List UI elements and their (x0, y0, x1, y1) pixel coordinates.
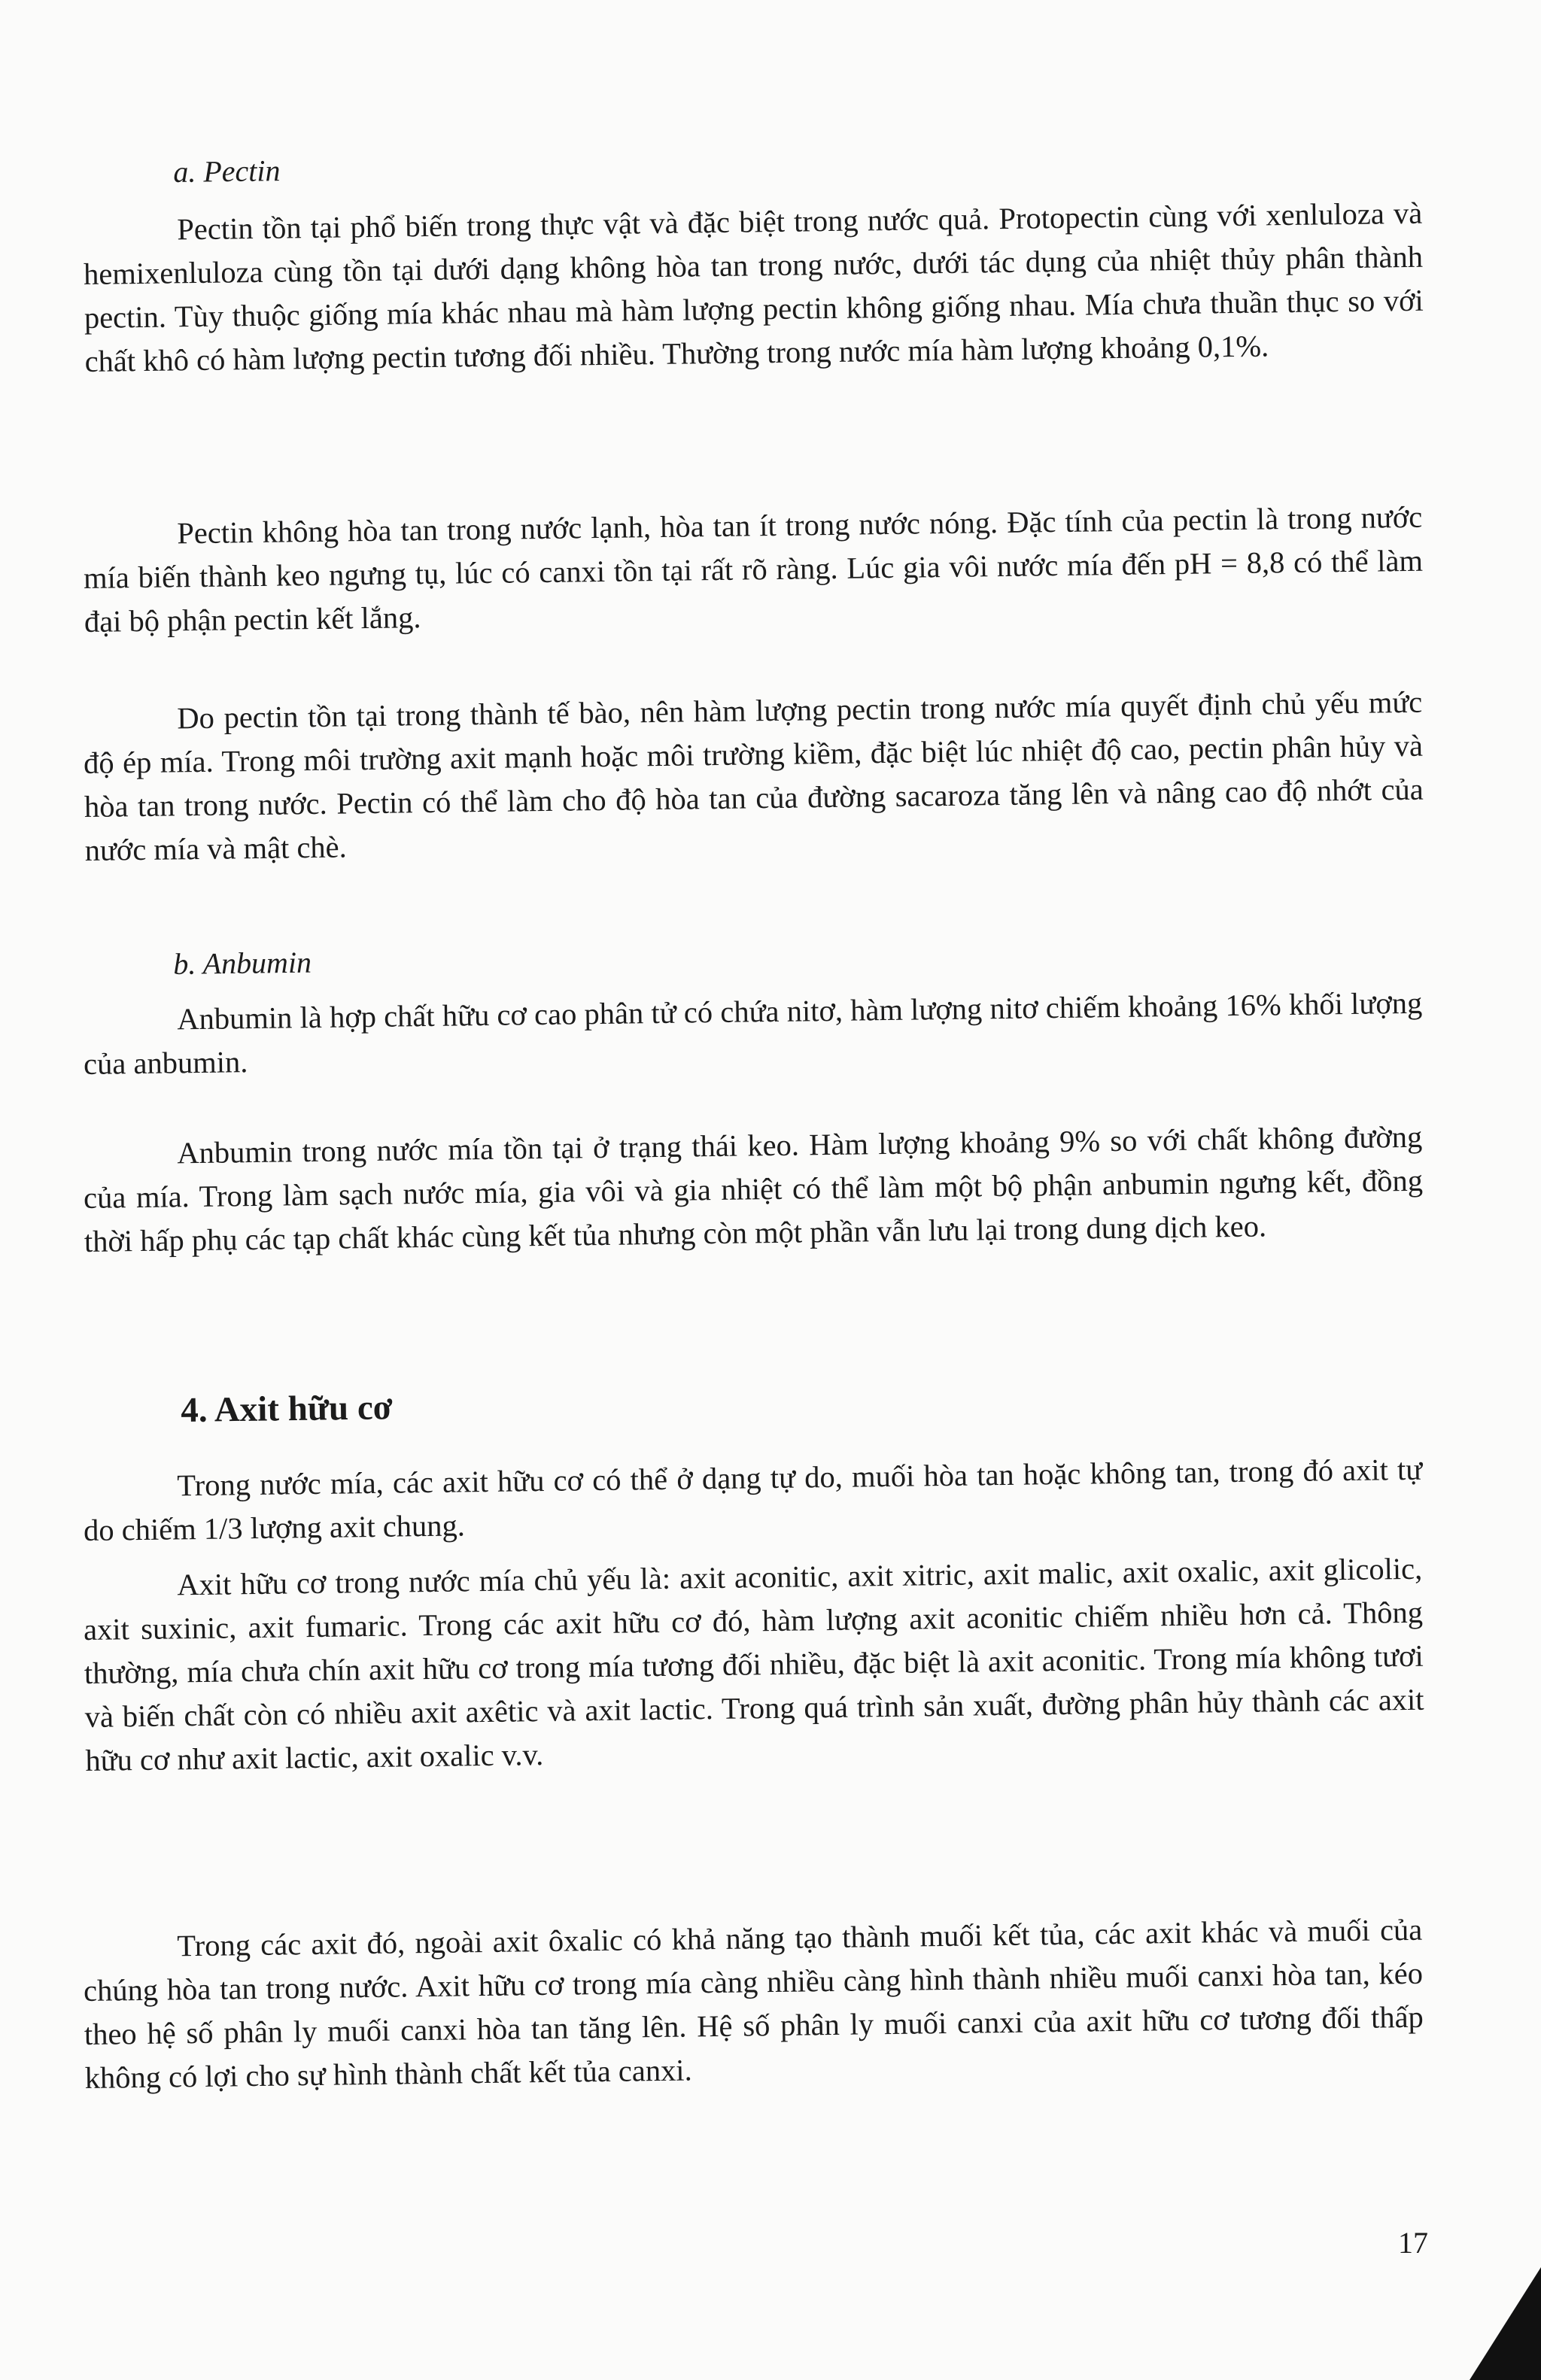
paragraph-acids-1: Trong nước mía, các axit hữu cơ có thể ở dạng tự do, muối hòa tan hoặc không tan, trong đó axit tự do chiếm 1/3 lượng axit chung. (83, 1452, 1423, 1547)
section-heading-organic-acids: 4. Axit hữu cơ (181, 1388, 394, 1430)
page-number: 17 (1398, 2226, 1428, 2260)
paragraph-acids-3: Trong các axit đó, ngoài axit ôxalic có khả năng tạo thành muối kết tủa, các axit khác và muối của chúng hòa tan trong nước. Axit hữu cơ trong mía càng nhiều càng hình thành nhiều muối canxi hòa tan, kéo theo hệ số phân ly muối canxi hòa tan tăng lên. Hệ số phân ly muối canxi của axit hữu cơ tương đối thấp không có lợi cho sự hình thành chất kết tủa canxi. (83, 1912, 1424, 2095)
paragraph-pectin-2: Pectin không hòa tan trong nước lạnh, hòa tan ít trong nước nóng. Đặc tính của pectin là trong nước mía biến thành keo ngưng tụ, lúc có canxi tồn tại rất rõ ràng. Lúc gia vôi nước mía đến pH = 8,8 có thể làm đại bộ phận pectin kết lắng. (83, 499, 1424, 639)
paragraph-pectin-1: Pectin tồn tại phổ biến trong thực vật và đặc biệt trong nước quả. Protopectin cùng với xenluloza và hemixenluloza cùng tồn tại dưới dạng không hòa tan trong nước, dưới tác dụng của nhiệt thủy phân thành pectin. Tùy thuộc giống mía khác nhau mà hàm lượng pectin không giống nhau. Mía chưa thuần thục so với chất khô có hàm lượng pectin tương đối nhiều. Thường trong nước mía hàm lượng khoảng 0,1%. (83, 196, 1424, 378)
paragraph-anbumin-1: Anbumin là hợp chất hữu cơ cao phân tử có chứa nitơ, hàm lượng nitơ chiếm khoảng 16% khối lượng của anbumin. (83, 985, 1423, 1081)
paragraph-anbumin-2: Anbumin trong nước mía tồn tại ở trạng thái keo. Hàm lượng khoảng 9% so với chất không đường của mía. Trong làm sạch nước mía, gia vôi và gia nhiệt có thể làm một bộ phận anbumin ngưng kết, đồng thời hấp phụ các tạp chất khác cùng kết tủa nhưng còn một phần vẫn lưu lại trong dung dịch keo. (83, 1119, 1424, 1258)
subsection-heading-anbumin: b. Anbumin (173, 945, 312, 981)
paragraph-pectin-3: Do pectin tồn tại trong thành tế bào, nên hàm lượng pectin trong nước mía quyết định chủ yếu mức độ ép mía. Trong môi trường axit mạnh hoặc môi trường kiềm, đặc biệt lúc nhiệt độ cao, pectin phân hủy và hòa tan trong nước. Pectin có thể làm cho độ hòa tan của đường sacaroza tăng lên và nâng cao độ nhớt của nước mía và mật chè. (83, 685, 1424, 867)
paragraph-acids-2: Axit hữu cơ trong nước mía chủ yếu là: axit aconitic, axit xitric, axit malic, axit oxalic, axit glicolic, axit suxinic, axit fumaric. Trong các axit hữu cơ đó, hàm lượng axit aconitic chiếm nhiều hơn cả. Thông thường, mía chưa chín axit hữu cơ trong mía tương đối nhiều, đặc biệt là axit aconitic. Trong mía không tươi và biến chất còn có nhiều axit axêtic và axit lactic. Trong quá trình sản xuất, đường phân hủy thành các axit hữu cơ như axit lactic, axit oxalic v.v. (83, 1551, 1424, 1777)
subsection-heading-pectin: a. Pectin (173, 153, 281, 189)
page-corner-shadow (1470, 2267, 1541, 2380)
